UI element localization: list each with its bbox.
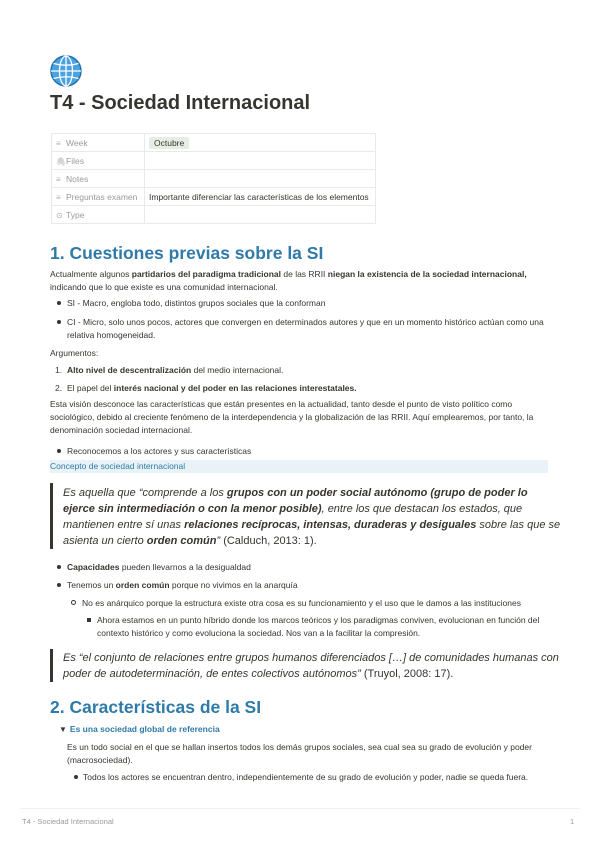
property-key: Files [66,155,84,166]
type-value[interactable] [145,206,376,224]
list-item: CI - Micro, solo unos pocos, actores que convergen en determinados autores y que en un momento histórico actúan como una relativa homogeneidad. [67,317,544,340]
toggle-label: Es una sociedad global de referencia [69,724,220,734]
property-row-type [52,206,376,224]
bullet-dot [57,583,61,587]
globe-icon [49,54,83,88]
list-item: Ahora estamos en un punto híbrido donde los marcos teóricos y los paradigmas conviven, evolucionan en función del contexto histórico y como evoluciona la sociedad. Nos van a la facilitar la compresión. [97,615,540,638]
bullet-square [87,618,91,622]
files-value[interactable] [145,152,376,170]
bullet-dot [57,449,61,453]
list-icon: ≡ [56,174,61,184]
toggle-paragraph: Es un todo social en el que se hallan insertos todos los demás grupos sociales, sea cual sea su grado de evolución y poder (macrosociedad). [67,742,532,765]
argumentos-label: Argumentos: [50,348,99,358]
property-key: Notes [66,173,89,184]
footer-title: T4 - Sociedad Internacional [22,817,114,826]
quote-calduch: Es aquella que “comprende a los grupos con un poder social autónomo (grupo de poder lo ejerce sin intermediación o con la menor posible), entre los que destacan los estados, que mantienen entre sí unas relaciones recíprocas, intensas, duraderas y desiguales sobre las que se asienta un cierto orden común” (Calduch, 2013: 1). [63,487,561,547]
intro-paragraph: Actualmente algunos partidarios del paradigma tradicional de las RRII niegan la existencia de la sociedad internacional, indicando que lo que existe es una comunidad internacional. [50,269,527,292]
quote-bar [50,483,53,549]
property-key: Week [66,137,88,148]
notes-value[interactable] [145,170,376,188]
quote-truyol: Es “el conjunto de relaciones entre grupos humanos diferenciados […] de comunidades humanas con poder de autodeterminación, de entes colectivos autónomos” (Truyol, 2008: 17). [63,652,559,680]
subheading-bar [50,460,548,473]
bullet-dot [57,301,61,305]
properties-table [51,133,376,224]
list-icon: ≡ [56,138,61,148]
list-icon: ≡ [56,192,61,202]
paperclip-icon: 🖇 [56,156,67,166]
toggle-sociedad-global[interactable] [59,724,220,734]
page-number: 1 [570,817,575,826]
property-row-week [52,134,376,152]
list-number: 1. [55,365,63,375]
list-item: Reconocemos a los actores y sus características [67,446,252,456]
list-number: 2. [55,383,63,393]
property-row-preguntas [52,188,376,206]
triangle-down-icon[interactable]: ▼ [59,725,67,734]
section-heading-1: 1. Cuestiones previas sobre la SI [50,243,324,263]
quote-bar [50,649,53,682]
section-heading-2: 2. Características de la SI [50,697,262,717]
list-item: No es anárquico porque la estructura existe otra cosa es su funcionamiento y el uso que le damos a las instituciones [82,598,521,608]
property-row-files [52,152,376,170]
bullet-ring [71,600,76,605]
list-item: Tenemos un orden común porque no vivimos en la anarquía [67,580,298,590]
footer-divider [20,808,580,809]
vision-paragraph: Esta visión desconoce las características que están presentes en la actualidad, tanto desde el punto de visto político como sociológico, debido al creciente fenómeno de la interdependencia y la globalización de las RRII. Aquí emplearemos, por tanto, la denominación sociedad internacional. [50,399,534,435]
numbered-item: Alto nivel de descentralización del medio internacional. [67,365,284,375]
list-item: SI - Macro, engloba todo, distintos grupos sociales que la conforman [67,298,326,308]
page-title: T4 - Sociedad Internacional [50,92,311,114]
preguntas-value[interactable]: Importante diferenciar las características de los elementos [145,188,376,206]
week-tag: Octubre [149,137,189,149]
list-item: Capacidades pueden llevarnos a la desigualdad [67,562,251,572]
property-key: Type [66,209,85,220]
bullet-dot [74,775,78,779]
numbered-item: El papel del interés nacional y del poder en las relaciones interestatales. [67,383,357,393]
type-icon: ⊙ [56,210,63,220]
subheading-concepto: Concepto de sociedad internacional [50,461,186,471]
bullet-dot [57,320,61,324]
list-item: Todos los actores se encuentran dentro, independientemente de su grado de evolución y poder, nadie se queda fuera. [83,772,529,782]
bullet-dot [57,565,61,569]
property-key: Preguntas examen [66,191,138,202]
property-row-notes [52,170,376,188]
